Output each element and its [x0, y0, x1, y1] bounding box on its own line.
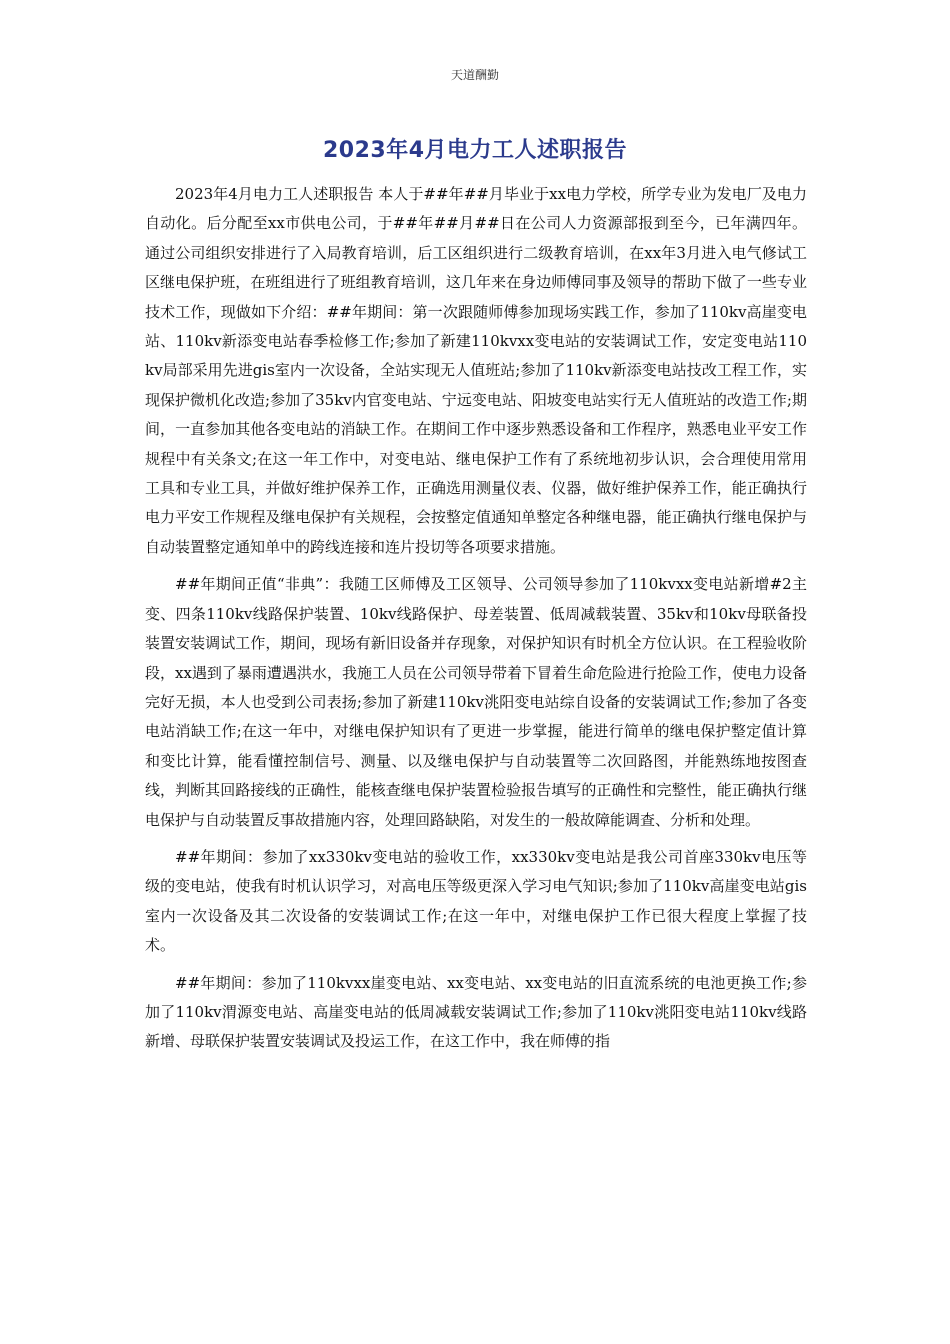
paragraph-2: ##年期间正值“非典”：我随工区师傅及工区领导、公司领导参加了110kvxx变电站新增#2主变、四条110kv线路保护装置、10kv线路保护、母差装置、低周减载装置、35kv和10kv母联备投装置安装调试工作，期间，现场有新旧设备并存现象，对保护知识有时机全方位认识。在工程验收阶段，xx遇到了暴雨遭遇洪水，我施工人员在公司领导带着下冒着生命危险进行抢险工作，使电力设备完好无损，本人也受到公司表扬;参加了新建110kv洮阳变电站综自设备的安装调试工作;参加了各变电站消缺工作;在这一年中，对继电保护知识有了更进一步掌握，能进行简单的继电保护整定值计算和变比计算，能看懂控制信号、测量、以及继电保护与自动装置等二次回路图，并能熟练地按图查线，判断其回路接线的正确性，能核查继电保护装置检验报告填写的正确性和完整性，能正确执行继电保护与自动装置反事故措施内容，处理回路缺陷，对发生的一般故障能调查、分析和处理。	[145, 575, 807, 829]
paragraph-4: ##年期间：参加了110kvxx崖变电站、xx变电站、xx变电站的旧直流系统的电池更换工作;参加了110kv渭源变电站、高崖变电站的低周减载安装调试工作;参加了110kv洮阳变电站110kv线路新增、母联保护装置安装调试及投运工作，在这工作中，我在师傅的指	[145, 973, 807, 1051]
paragraph-3: ##年期间：参加了xx330kv变电站的验收工作，xx330kv变电站是我公司首座330kv电压等级的变电站，使我有时机认识学习，对高电压等级更深入学习电气知识;参加了110kv高崖变电站gis室内一次设备及其二次设备的安装调试工作;在这一年中，对继电保护工作已很大程度上掌握了技术。	[145, 847, 807, 955]
paragraph-1: 2023年4月电力工人述职报告 本人于##年##月毕业于xx电力学校，所学专业为发电厂及电力自动化。后分配至xx市供电公司，于##年##月##日在公司人力资源部报到至今，已年满四年。通过公司组织安排进行了入局教育培训，后工区组织进行二级教育培训，在xx年3月进入电气修试工区继电保护班，在班组进行了班组教育培训，这几年来在身边师傅同事及领导的帮助下做了一些专业技术工作，现做如下介绍：##年期间：第一次跟随师傅参加现场实践工作，参加了110kv高崖变电站、110kv新添变电站春季检修工作;参加了新建110kvxx变电站的安装调试工作，安定变电站110kv局部采用先进gis室内一次设备，全站实现无人值班站;参加了110kv新添变电站技改工程工作，实现保护微机化改造;参加了35kv内官变电站、宁远变电站、阳坡变电站实行无人值班站的改造工作;期间，一直参加其他各变电站的消缺工作。在期间工作中逐步熟悉设备和工作程序，熟悉电业平安工作规程中有关条文;在这一年工作中，对变电站、继电保护工作有了系统地初步认识，会合理使用常用工具和专业工具，并做好维护保养工作，正确选用测量仪表、仪器，做好维护保养工作，能正确执行电力平安工作规程及继电保护有关规程，会按整定值通知单整定各种继电器，能正确执行继电保护与自动装置整定通知单中的跨线连接和连片投切等各项要求措施。	[145, 185, 807, 556]
header-note: 天道酬勤	[450, 68, 499, 82]
document-title: 2023年4月电力工人述职报告	[322, 138, 628, 163]
document-body	[145, 180, 807, 1065]
